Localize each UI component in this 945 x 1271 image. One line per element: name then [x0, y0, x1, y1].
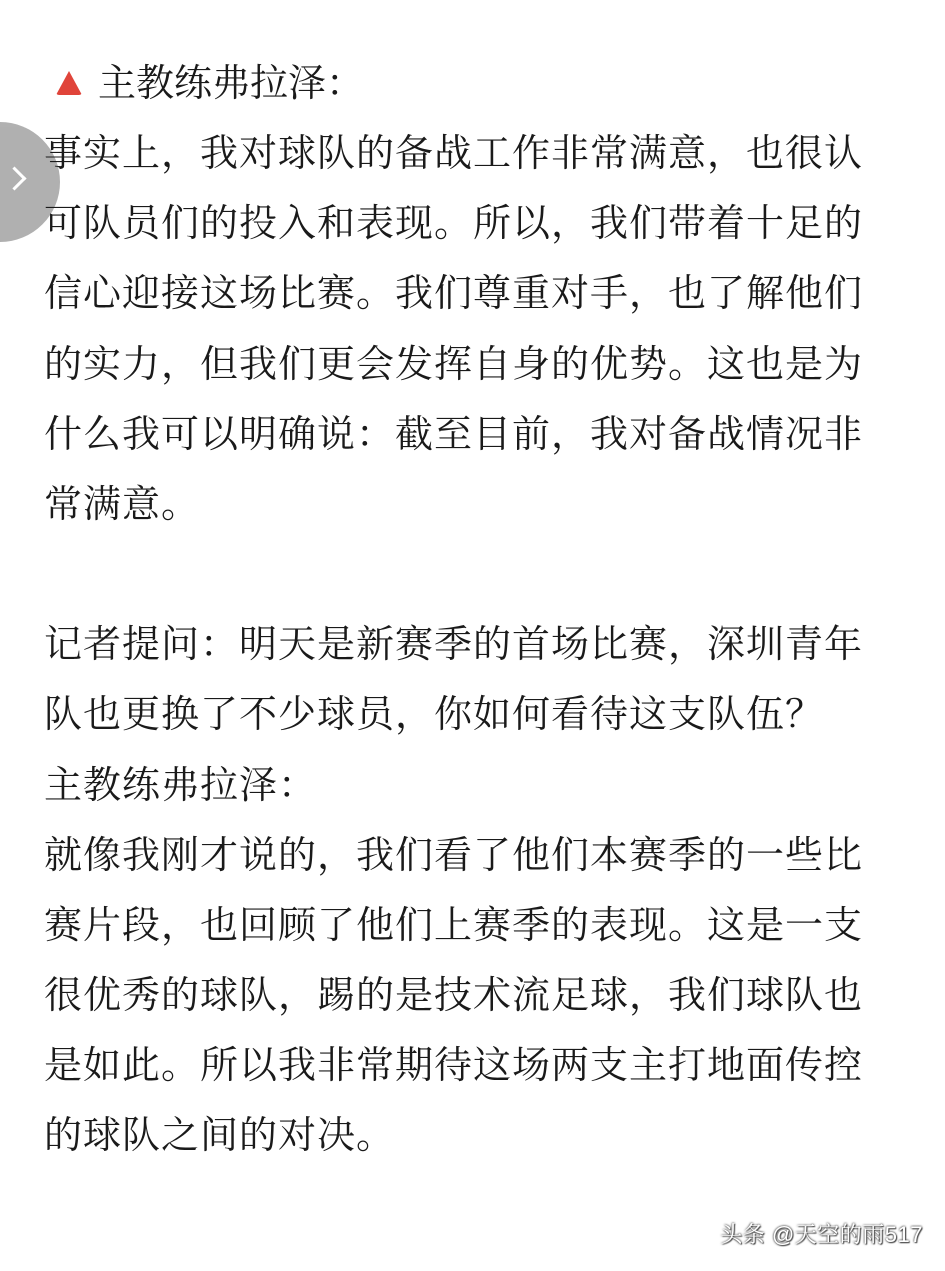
speaker-heading-1 — [44, 48, 889, 118]
coach-answer-1: 事实上，我对球队的备战工作非常满意，也很认可队员们的投入和表现。所以，我们带着十足的信心迎接这场比赛。我们尊重对手，也了解他们的实力，但我们更会发挥自身的优势。这也是为什么我可以明确说：截至目前，我对备战情况非常满意。 — [44, 131, 864, 527]
speaker-label-1: 主教练弗拉泽： — [98, 61, 365, 105]
article-content — [44, 48, 889, 1171]
speaker-label-2: 主教练弗拉泽： — [44, 762, 318, 807]
chevron-right-icon — [2, 166, 26, 190]
paragraph-spacer — [44, 539, 889, 609]
reporter-question: 记者提问：明天是新赛季的首场比赛，深圳青年队也更换了不少球员，你如何看待这支队伍？ — [44, 622, 864, 737]
source-watermark: 头条 @天空的雨517 — [720, 1222, 923, 1247]
coach-answer-2: 就像我刚才说的，我们看了他们本赛季的一些比赛片段，也回顾了他们上赛季的表现。这是一支很优秀的球队，踢的是技术流足球，我们球队也是如此。所以我非常期待这场两支主打地面传控的球队之间的对决。 — [44, 832, 864, 1158]
red-triangle-icon — [56, 71, 82, 95]
